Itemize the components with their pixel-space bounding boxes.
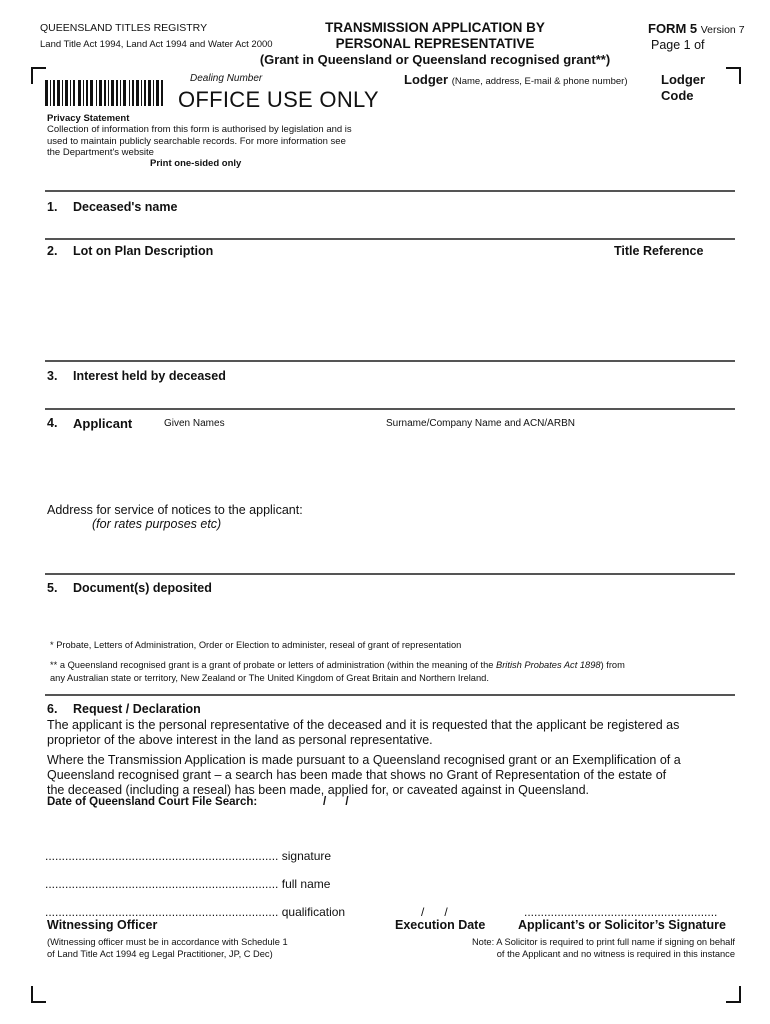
section-1-number: 1. <box>47 200 58 214</box>
solicitor-note <box>395 937 735 960</box>
corner-mark-bottom-left <box>31 986 46 1003</box>
section-5-number: 5. <box>47 581 58 595</box>
witness-note-line: of Land Title Act 1994 eg Legal Practitioner, JP, C Dec) <box>47 948 273 959</box>
section-4-label: Applicant <box>73 416 133 431</box>
section-divider <box>45 408 735 410</box>
signature-dots: ...................................................................... <box>45 849 279 863</box>
footnote-2-text: ** a Queensland recognised grant is a grant of probate or letters of administration (within the meaning of the <box>50 660 496 670</box>
footnote-2-line-2: any Australian state or territory, New Zealand or The United Kingdom of Great Britain and Northern Ireland. <box>50 673 489 683</box>
section-divider <box>45 360 735 362</box>
form-number <box>648 21 745 36</box>
declaration-line: Queensland recognised grant – a search has been made that shows no Grant of Representation of the estate of <box>47 768 667 782</box>
page-number: Page 1 of <box>651 38 705 52</box>
footnote-2-act: British Probates Act 1898 <box>496 660 601 670</box>
applicant-signature-line[interactable]: .......................................................... <box>524 905 718 919</box>
address-for-service-label: Address for service of notices to the applicant: <box>47 503 303 517</box>
address-hint: (for rates purposes etc) <box>92 517 222 531</box>
lodger-code-label-2: Code <box>661 88 694 103</box>
section-1-label: Deceased's name <box>73 200 178 214</box>
full-name-label: full name <box>281 877 331 891</box>
corner-mark-bottom-right <box>726 986 741 1003</box>
qualification-label: qualification <box>281 905 346 919</box>
section-divider <box>45 573 735 575</box>
print-one-sided: Print one-sided only <box>150 158 242 169</box>
form-label: FORM 5 <box>648 21 698 36</box>
signature-line[interactable] <box>45 849 331 863</box>
section-3-number: 3. <box>47 369 58 383</box>
footnote-2-line-1 <box>50 659 730 672</box>
declaration-line: The applicant is the personal representative of the deceased and it is requested that the applicant be registered as <box>47 718 680 732</box>
solicitor-note-line: of the Applicant and no witness is required in this instance <box>496 948 735 959</box>
court-search-date-label: Date of Queensland Court File Search: <box>47 796 258 808</box>
form-title-line3: (Grant in Queensland or Queensland recognised grant**) <box>259 52 611 67</box>
section-3-label: Interest held by deceased <box>73 369 226 383</box>
execution-date-label: Execution Date <box>395 918 486 932</box>
lodger-field <box>404 72 628 87</box>
section-divider <box>45 694 735 696</box>
witness-note <box>47 937 288 960</box>
form-title-line2: PERSONAL REPRESENTATIVE <box>335 36 535 51</box>
section-4-number: 4. <box>47 416 58 430</box>
witnessing-officer-label: Witnessing Officer <box>47 918 158 932</box>
declaration-paragraph-2 <box>47 753 681 798</box>
qualification-line[interactable] <box>45 905 345 919</box>
lodger-hint: (Name, address, E-mail & phone number) <box>451 76 628 87</box>
privacy-line: Collection of information from this form is authorised by legislation and is <box>47 124 352 135</box>
section-2-number: 2. <box>47 244 58 258</box>
solicitor-note-line: Note: A Solicitor is required to print full name if signing on behalf <box>471 937 735 947</box>
section-5-label: Document(s) deposited <box>73 581 212 595</box>
given-names-label: Given Names <box>164 418 225 429</box>
corner-mark-top-right <box>726 67 741 84</box>
section-divider <box>45 190 735 192</box>
declaration-line: proprietor of the above interest in the land as personal representative. <box>47 733 433 747</box>
declaration-line: the deceased (including a reseal) has been made, applied for, or caveated against in Queensland. <box>47 783 590 797</box>
privacy-line: used to maintain publicly searchable records. For more information see <box>47 135 346 147</box>
qualification-dots: ...................................................................... <box>45 905 279 919</box>
declaration-line: Where the Transmission Application is made pursuant to a Queensland recognised grant or an Exemplification of a <box>47 753 681 767</box>
full-name-line[interactable] <box>45 877 330 891</box>
footnote-2-text-end: ) from <box>600 660 625 670</box>
privacy-line: the Department's website <box>47 147 154 158</box>
signature-label: signature <box>281 849 332 863</box>
court-search-date-field[interactable]: / / <box>323 796 349 808</box>
footnote-1: * Probate, Letters of Administration, Order or Election to administer, reseal of grant of representation <box>50 640 462 650</box>
section-6-number: 6. <box>47 702 58 716</box>
barcode-image <box>45 80 163 106</box>
dealing-number-label: Dealing Number <box>190 73 263 84</box>
privacy-text <box>47 124 352 159</box>
form-title-line1: TRANSMISSION APPLICATION BY <box>325 20 545 35</box>
governing-acts: Land Title Act 1994, Land Act 1994 and Water Act 2000 <box>40 39 273 50</box>
form-version: Version 7 <box>700 24 745 36</box>
execution-date-field[interactable]: / / <box>421 905 448 919</box>
surname-label: Surname/Company Name and ACN/ARBN <box>386 418 575 429</box>
declaration-paragraph-1 <box>47 718 679 748</box>
footnote-2 <box>50 659 730 685</box>
section-2-label: Lot on Plan Description <box>73 244 214 258</box>
lodger-code-label-1: Lodger <box>661 72 706 87</box>
lodger-label: Lodger <box>404 72 449 87</box>
full-name-dots: ...................................................................... <box>45 877 279 891</box>
registry-name: QUEENSLAND TITLES REGISTRY <box>40 22 208 34</box>
title-reference-label: Title Reference <box>614 244 704 258</box>
privacy-heading: Privacy Statement <box>47 113 130 124</box>
witness-note-line: (Witnessing officer must be in accordance with Schedule 1 <box>47 937 288 947</box>
office-use-only: OFFICE USE ONLY <box>178 87 379 112</box>
section-6-label: Request / Declaration <box>73 702 201 716</box>
section-divider <box>45 238 735 240</box>
corner-mark-top-left <box>31 67 46 84</box>
applicant-signature-label: Applicant’s or Solicitor’s Signature <box>518 918 726 932</box>
